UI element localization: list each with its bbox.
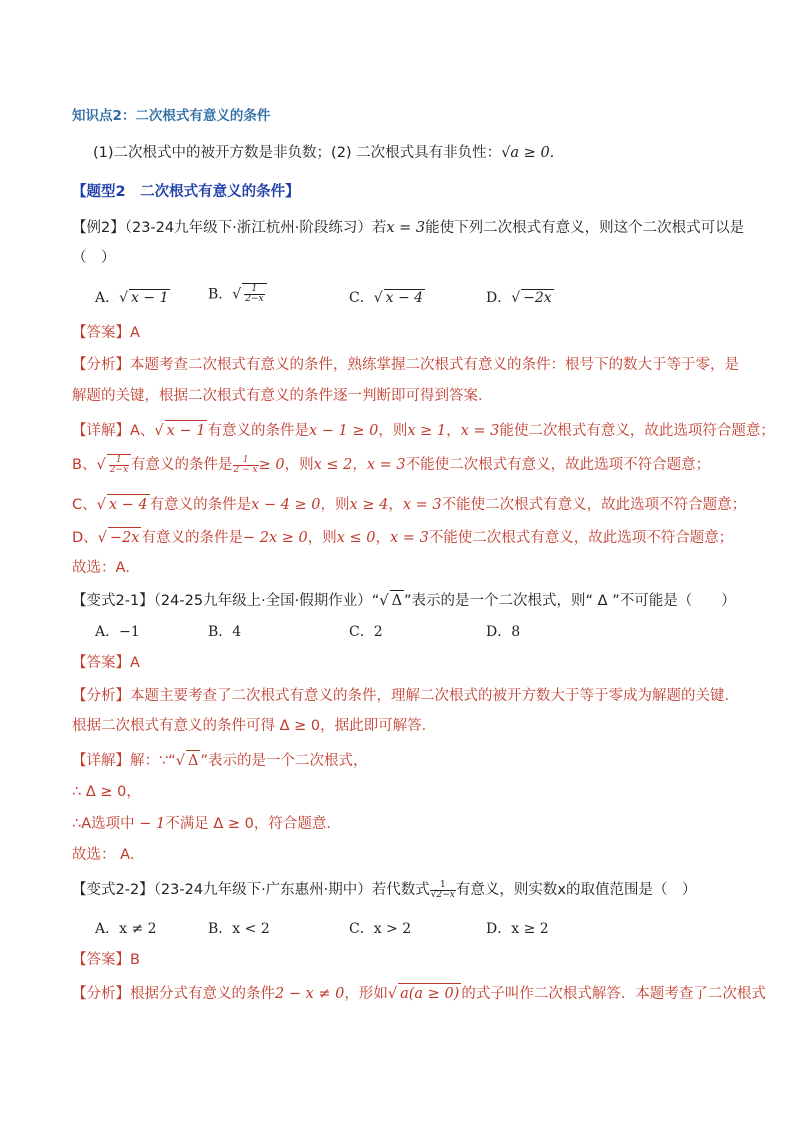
fraction-denominator: 2−x [245,294,264,304]
detail-text: 解：∵“ [130,753,176,769]
example-label: 【例2】 [72,220,125,236]
detail-radicand: x − 1 [165,420,208,441]
analysis-math: a(a ≥ 0) [398,983,461,1004]
stem-text: 能使下列二次根式有意义，则这个二次根式可以是 [425,220,745,236]
detail-text: ， [446,423,461,439]
variant-2-1-detail: 【详解】解：∵“√ Δ ”表示的是一个二次根式， [72,750,368,771]
analysis-math: 2 − x ≠ 0 [275,986,345,1002]
detail-text: 有意义的条件是 [149,497,252,513]
example-source: （23-24九年级下·浙江杭州·阶段练习） [124,220,372,236]
stem-text: 有意义，则实数x的取值范围是（ ） [455,882,697,898]
fraction-numerator: 1 [244,285,264,295]
detail-math: x ≤ 2 [313,457,353,473]
example-2-answer [72,323,140,343]
answer-value: B [130,952,140,968]
option-b[interactable]: B．√ $\frac{1}{2-x}$ [208,283,267,304]
detail-math: x ≥ 1 [407,423,447,439]
detail-text: ”表示的是一个二次根式， [200,753,368,769]
analysis-text: 的式子叫作二次根式解答．本题考查了二次根式 [461,986,766,1002]
variant-2-1-stem: 【变式2-1】（24-25九年级上·全国·假期作业）“√ Δ ”表示的是一个二次根式，则“ Δ ”不可能是（ ） [72,590,736,611]
variant-2-1-step: ∴ Δ ≥ 0， [72,784,141,800]
detail-text: 不能使二次根式有意义，故此选项不符合题意； [441,497,747,513]
analysis-text: 本题考查二次根式有意义的条件，熟练掌握二次根式有意义的条件：根号下的数大于等于零，是 [130,357,739,373]
detail-text: A、 [130,423,155,439]
option-d[interactable]: D．8 [486,624,521,640]
detail-text: ∴A选项中 [72,816,135,832]
detail-math: − 1 [134,816,166,832]
detail-c: C、√ x − 4 有意义的条件是x − 4 ≥ 0，则x ≥ 4，x = 3不能使二次根式有意义，故此选项不符合题意； [72,494,746,515]
detail-math: − 2x ≥ 0 [242,530,308,546]
detail-radicand: Δ [186,750,200,771]
variant-2-1-analysis-cont: 根据二次根式有意义的条件可得 Δ ≥ 0，据此即可解答． [72,718,437,734]
variant-2-2-answer [72,950,140,970]
example-2-analysis-cont: 解题的关键，根据二次根式有意义的条件逐一判断即可得到答案． [72,388,493,404]
stem-text: 若代数式 [371,882,430,898]
variant-2-2-stem [72,880,696,900]
variant-source: （24-25九年级上·全国·假期作业） [153,593,372,609]
option-d[interactable]: D．x ≥ 2 [486,921,549,937]
detail-text: 不能使二次根式有意义，故此选项不符合题意； [405,457,711,473]
detail-math: x = 3 [402,497,442,513]
analysis-text: ，形如 [344,986,388,1002]
detail-text: ，则 [378,423,408,439]
stem-text: “ [371,593,380,609]
stem-text: 若 [371,220,387,236]
option-a[interactable]: A．x ≠ 2 [95,921,157,937]
detail-text: 能使二次根式有意义，故此选项符合题意； [499,423,775,439]
answer-value: A [130,655,140,671]
variant-source: （23-24九年级下·广东惠州·期中） [153,882,372,898]
detail-text: ，则 [284,457,314,473]
option-radicand: x − 1 [131,290,169,306]
detail-math: x = 3 [366,457,406,473]
detail-text: 有意义的条件是 [207,423,309,439]
example-2-stem [72,218,744,238]
answer-label: 【答案】 [72,952,130,968]
variant-2-1-answer [72,653,140,673]
detail-math: x ≥ 4 [349,497,389,513]
detail-text: ，则 [320,497,350,513]
fraction-denominator: √2−x [430,889,455,900]
variant-label: 【变式2-2】 [72,882,154,898]
detail-text: 不能使二次根式有意义，故此选项不符合题意； [428,530,734,546]
option-label: C． [349,290,374,306]
detail-radicand: x − 4 [107,494,150,515]
option-radicand: −2x [523,290,552,306]
answer-label: 【答案】 [72,325,130,341]
option-b[interactable]: B．4 [208,624,242,640]
analysis-text: 本题主要考查了二次根式有意义的条件，理解二次根式的被开方数大于等于零成为解题的关键． [130,688,739,704]
option-c[interactable]: C．x > 2 [349,921,412,937]
stem-math: x = 3 [386,220,426,236]
detail-d: D、√ −2x 有意义的条件是− 2x ≥ 0，则x ≤ 0，x = 3不能使二次根式有意义，故此选项不符合题意； [72,527,733,548]
detail-text: C、 [72,497,97,513]
answer-value: A [130,325,140,341]
knowledge-statement: (1)二次根式中的被开方数是非负数；(2) 二次根式具有非负性： [93,145,502,161]
option-c[interactable]: C．√ x − 4 [349,290,424,306]
analysis-label: 【分析】 [72,357,130,373]
detail-text: ， [352,457,367,473]
fraction-numerator: 1 [430,881,456,891]
stem-radicand: Δ [390,590,404,611]
answer-label: 【答案】 [72,655,130,671]
option-label: D． [486,290,512,306]
detail-text: 有意义的条件是 [131,457,233,473]
variant-2-1-conclusion: 故选： A． [72,847,145,863]
option-a[interactable]: A．−1 [95,624,140,640]
detail-math: ≥ 0 [258,457,285,473]
detail-math: x − 1 ≥ 0 [308,423,379,439]
option-c[interactable]: C．2 [349,624,383,640]
detail-text: D、 [72,530,98,546]
detail-text: B、 [72,457,97,473]
option-d[interactable]: D．√ −2x [486,290,552,306]
type-title: 【题型2 二次根式有意义的条件】 [72,184,300,200]
example-2-conclusion: 故选：A． [72,560,140,576]
analysis-text: 根据分式有意义的条件 [130,986,275,1002]
knowledge-formula: √a ≥ 0. [501,145,555,161]
analysis-label: 【分析】 [72,688,130,704]
option-radicand: x − 4 [385,290,424,306]
variant-2-2-analysis: 【分析】根据分式有意义的条件2 − x ≠ 0，形如√ a(a ≥ 0) 的式子叫作二次根式解答．本题考查了二次根式 [72,983,766,1004]
detail-text: ，则 [307,530,337,546]
analysis-label: 【分析】 [72,986,130,1002]
example-2-analysis [72,355,739,375]
detail-text: 不满足 Δ ≥ 0，符合题意． [165,816,341,832]
detail-math: x ≤ 0 [336,530,376,546]
option-label: A． [95,290,120,306]
option-a[interactable]: A．√ x − 1 [95,290,169,306]
detail-text: ， [388,497,403,513]
detail-math: x = 3 [460,423,500,439]
stem-text: ”表示的是一个二次根式，则“ Δ ”不可能是（ ） [404,593,736,609]
detail-text: 有意义的条件是 [141,530,243,546]
detail-label: 【详解】 [72,423,130,439]
detail-math: x − 4 ≥ 0 [251,497,321,513]
option-label: B． [208,286,233,303]
detail-a: 【详解】A、√ x − 1 有意义的条件是x − 1 ≥ 0，则x ≥ 1，x = 3能使二次根式有意义，故此选项符合题意； [72,420,775,441]
detail-b: B、√ $\frac{1}{2-x}$ 有意义的条件是 $\frac{1}{2 - x}$ ≥ 0，则x ≤ 2，x = 3不能使二次根式有意义，故此选项不符合题意； [72,454,711,475]
section-title: 知识点2：二次根式有意义的条件 [72,108,271,124]
detail-math: x = 3 [390,530,429,546]
knowledge-text [93,143,554,163]
detail-radicand: −2x [108,527,142,548]
option-b[interactable]: B．x < 2 [208,921,270,937]
detail-text: ， [375,530,391,546]
example-2-paren: （ ） [72,250,116,266]
variant-label: 【变式2-1】 [72,593,154,609]
variant-2-1-step [72,814,341,834]
variant-2-1-analysis [72,686,739,706]
detail-label: 【详解】 [72,753,130,769]
